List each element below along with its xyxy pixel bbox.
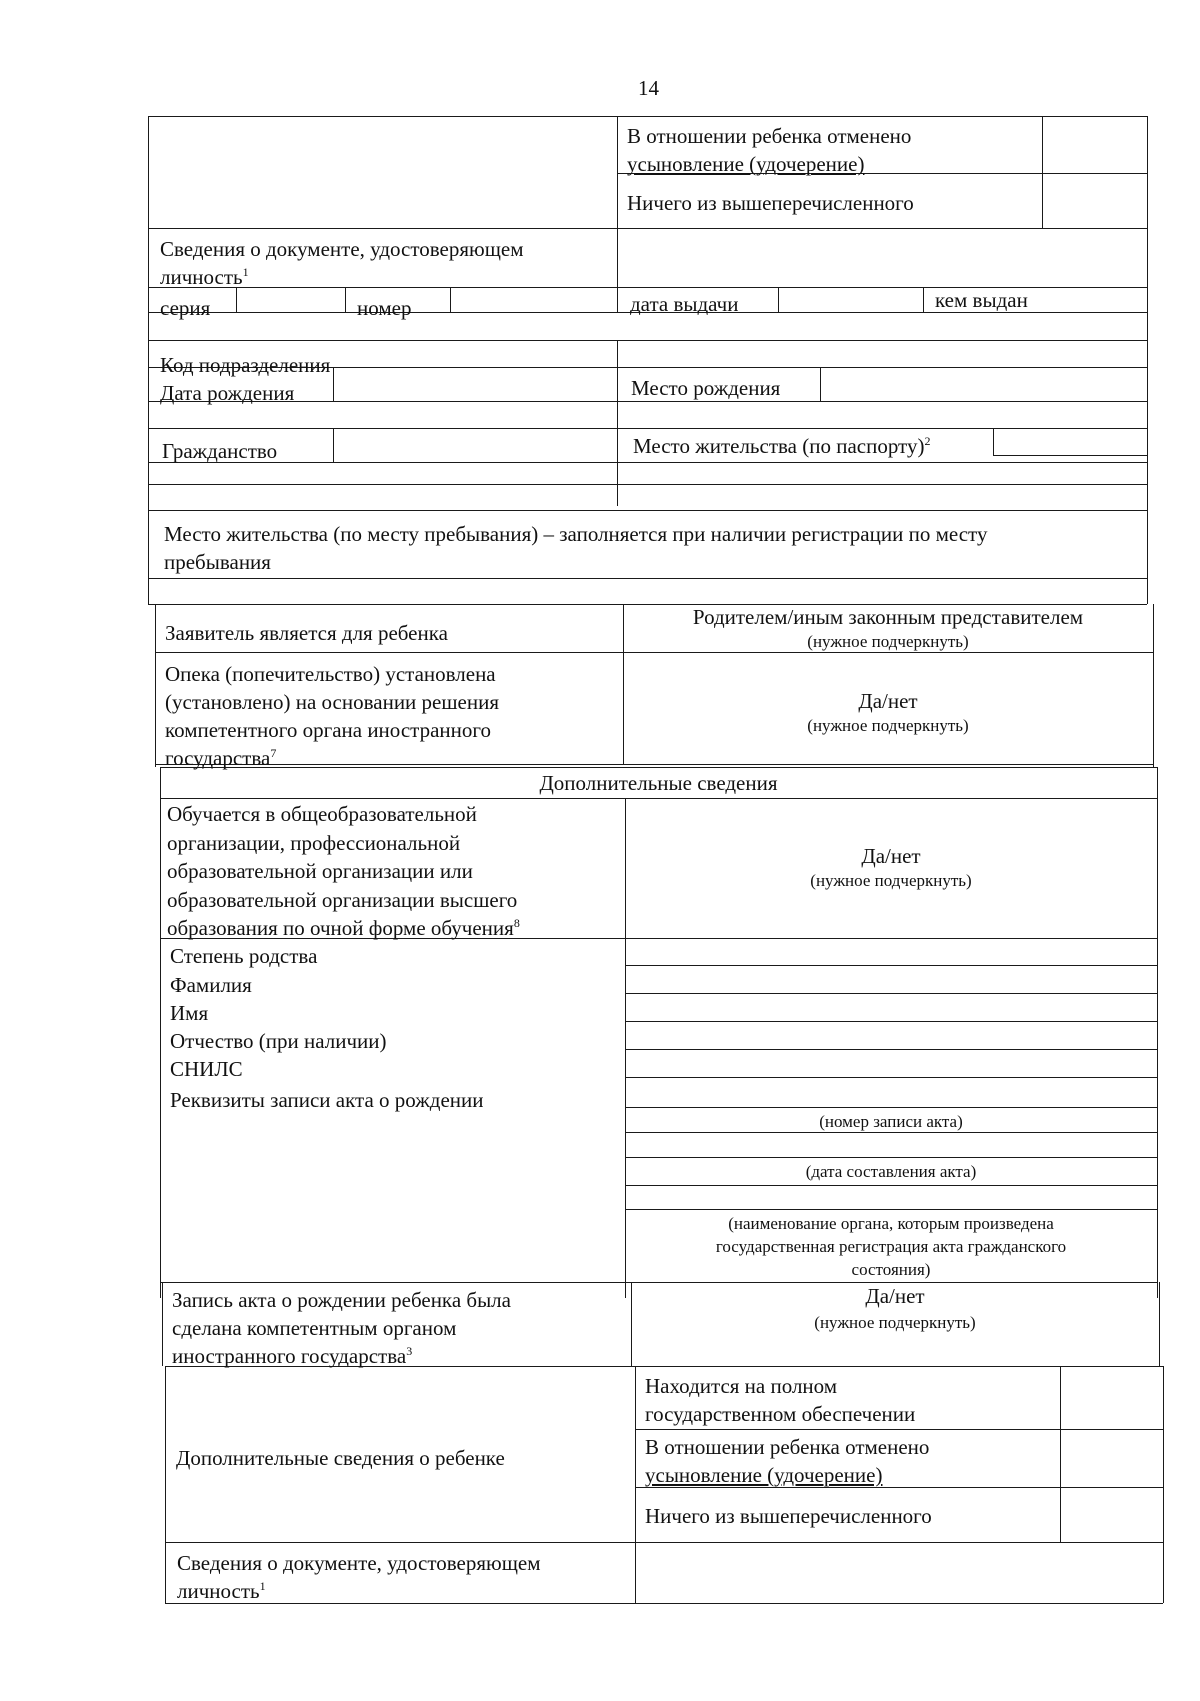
record-number-hint: (номер записи акта) bbox=[819, 1112, 963, 1131]
issue-date-label: дата выдачи bbox=[630, 292, 739, 316]
birth-place-label: Место рождения bbox=[631, 376, 781, 400]
guardianship-label: Опека (попечительство) установлена (установлено) на основании решения компетентного органа иностранного государства$^7$ bbox=[165, 662, 499, 770]
identity-doc-title-bottom: Сведения о документе, удостоверяющем личность$^1$ bbox=[177, 1551, 541, 1603]
patronymic-label: Отчество (при наличии) bbox=[170, 1029, 387, 1053]
issued-by-field[interactable] bbox=[150, 314, 1145, 338]
citizenship-field[interactable] bbox=[335, 430, 615, 460]
birth-record-label: Реквизиты записи акта о рождении bbox=[170, 1088, 484, 1112]
adoption-cancelled-checkbox[interactable] bbox=[1044, 118, 1144, 171]
residence-field-line-1[interactable] bbox=[150, 464, 1145, 483]
citizenship-label: Гражданство bbox=[162, 439, 278, 463]
record-date-hint: (дата составления акта) bbox=[805, 1162, 977, 1181]
child-none-of-above-label: Ничего из вышеперечисленного bbox=[645, 1504, 932, 1528]
authority-hint: (наименование органа, которым произведена государственная регистрация акта гражданского состояния) bbox=[715, 1214, 1067, 1279]
surname-field[interactable] bbox=[627, 967, 1155, 992]
child-extra-label: Дополнительные сведения о ребенке bbox=[176, 1446, 505, 1470]
education-label: Обучается в общеобразовательной организации, профессиональной образовательной организации или образовательной организации высшего образования по очной форме обучения$^8$ bbox=[167, 802, 520, 940]
identity-doc-field-bottom[interactable] bbox=[637, 1544, 1161, 1602]
snils-label: СНИЛС bbox=[170, 1057, 243, 1081]
applicant-hint: (нужное подчеркнуть) bbox=[807, 632, 969, 651]
education-hint: (нужное подчеркнуть) bbox=[810, 871, 972, 890]
stay-residence-field[interactable] bbox=[150, 580, 1145, 603]
authority-field[interactable] bbox=[627, 1187, 1155, 1208]
foreign-record-hint: (нужное подчеркнуть) bbox=[814, 1313, 976, 1332]
series-field[interactable] bbox=[238, 289, 343, 311]
education-value[interactable]: Да/нет bbox=[861, 844, 921, 868]
applicant-value[interactable]: Родителем/иным законным представителем bbox=[692, 605, 1084, 629]
snils-field[interactable] bbox=[627, 1051, 1155, 1076]
kinship-field[interactable] bbox=[627, 940, 1155, 964]
child-none-of-above-checkbox[interactable] bbox=[1062, 1489, 1161, 1541]
page-number: 14 bbox=[638, 76, 659, 100]
foreign-record-value[interactable]: Да/нет bbox=[865, 1284, 925, 1308]
number-field[interactable] bbox=[452, 289, 615, 311]
full-support-checkbox[interactable] bbox=[1062, 1368, 1161, 1428]
record-number-field[interactable] bbox=[627, 1079, 1155, 1106]
applicant-label: Заявитель является для ребенка bbox=[165, 621, 448, 645]
identity-doc-title: Сведения о документе, удостоверяющем личность$^1$ bbox=[160, 237, 524, 289]
division-code-field[interactable] bbox=[619, 342, 1145, 366]
name-field[interactable] bbox=[627, 995, 1155, 1020]
surname-label: Фамилия bbox=[170, 973, 252, 997]
residence-field-line-2[interactable] bbox=[150, 486, 1145, 509]
patronymic-field[interactable] bbox=[627, 1023, 1155, 1048]
full-support-label: Находится на полном государственном обеспечении bbox=[645, 1374, 916, 1426]
child-adoption-cancelled-checkbox[interactable] bbox=[1062, 1431, 1161, 1486]
residence-passport-label: Место жительства (по паспорту)$^2$ bbox=[633, 434, 931, 458]
additional-info-header: Дополнительные сведения bbox=[539, 771, 778, 795]
name-label: Имя bbox=[170, 1001, 209, 1025]
none-of-above-checkbox[interactable] bbox=[1044, 176, 1144, 226]
issued-by-label: кем выдан bbox=[935, 288, 1028, 312]
adoption-cancelled-label: В отношении ребенка отменено усыновление (удочерение) bbox=[627, 124, 912, 176]
stay-residence-label: Место жительства (по месту пребывания) – заполняется при наличии регистрации по месту пребывания bbox=[164, 522, 988, 574]
birth-date-label: Дата рождения bbox=[160, 381, 295, 405]
residence-passport-field[interactable] bbox=[995, 430, 1145, 454]
birth-place-field[interactable] bbox=[822, 369, 1145, 399]
child-adoption-cancelled-label: В отношении ребенка отменено усыновление (удочерение) bbox=[645, 1435, 930, 1487]
birth-date-field[interactable] bbox=[335, 369, 615, 399]
guardianship-value[interactable]: Да/нет bbox=[858, 689, 918, 713]
division-code-label: Код подразделения bbox=[160, 353, 331, 377]
number-label: номер bbox=[357, 296, 412, 320]
record-date-field[interactable] bbox=[627, 1134, 1155, 1156]
none-of-above-label: Ничего из вышеперечисленного bbox=[627, 191, 914, 215]
foreign-record-label: Запись акта о рождении ребенка была сделана компетентным органом иностранного государства$^3$ bbox=[172, 1288, 511, 1368]
kinship-label: Степень родства bbox=[170, 944, 318, 968]
issue-date-field[interactable] bbox=[780, 289, 921, 311]
series-label: серия bbox=[160, 296, 211, 320]
guardianship-hint: (нужное подчеркнуть) bbox=[807, 716, 969, 735]
